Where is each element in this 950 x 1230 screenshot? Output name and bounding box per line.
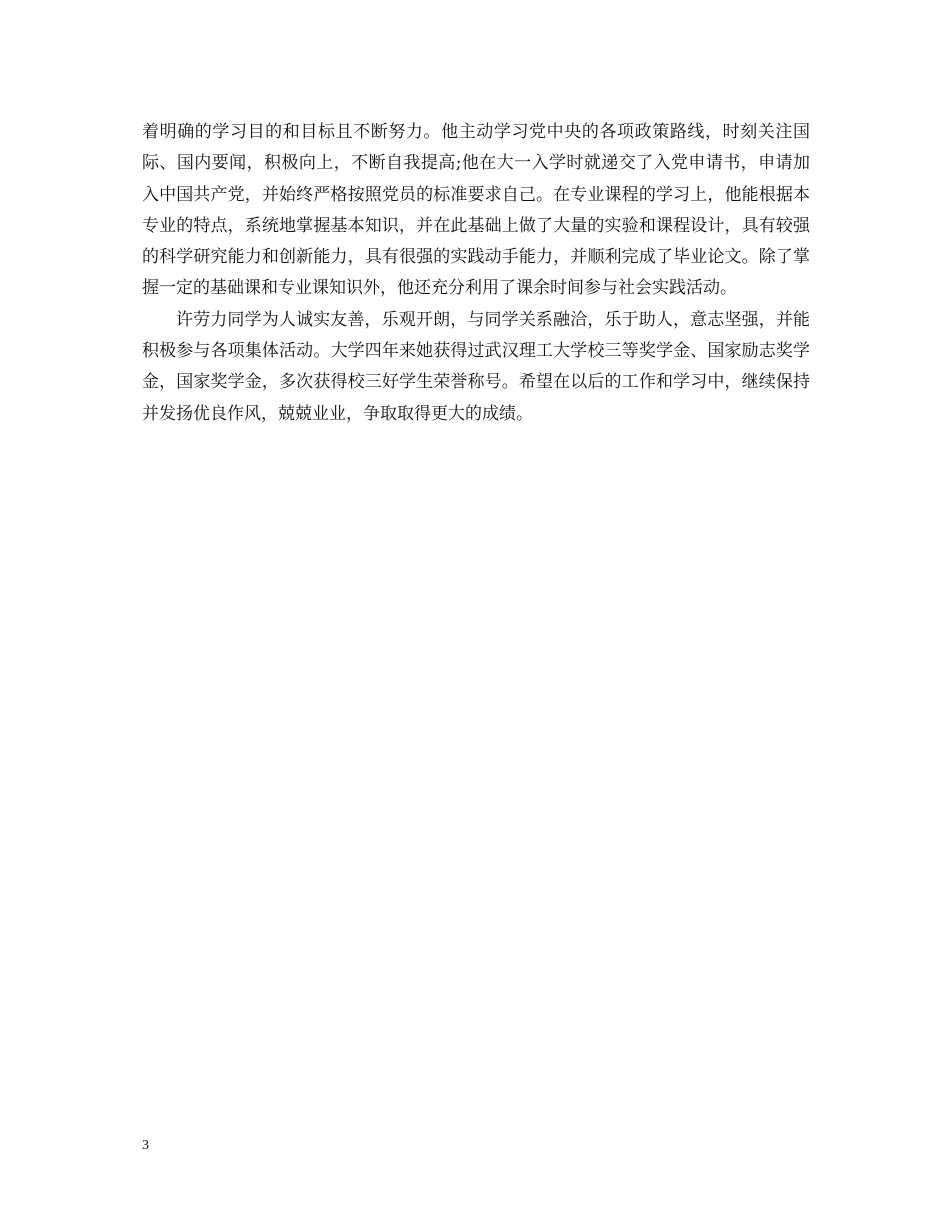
document-body [142, 117, 810, 430]
page-number: 3 [142, 1138, 149, 1153]
paragraph-evaluation: 许劳力同学为人诚实友善，乐观开朗，与同学关系融洽，乐于助人，意志坚强，并能积极参与各项集体活动。大学四年来她获得过武汉理工大学校三等奖学金、国家励志奖学金，国家奖学金，多次获得校三好学生荣誉称号。希望在以后的工作和学习中，继续保持并发扬优良作风，兢兢业业，争取取得更大的成绩。 [142, 309, 810, 424]
paragraph-continuation: 着明确的学习目的和目标且不断努力。他主动学习党中央的各项政策路线，时刻关注国际、国内要闻，积极向上，不断自我提高;他在大一入学时就递交了入党申请书，申请加入中国共产党，并始终严格按照党员的标准要求自己。在专业课程的学习上，他能根据本专业的特点，系统地掌握基本知识，并在此基础上做了大量的实验和课程设计，具有较强的科学研究能力和创新能力，具有很强的实践动手能力，并顺利完成了毕业论文。除了掌握一定的基础课和专业课知识外，他还充分利用了课余时间参与社会实践活动。 [142, 122, 810, 299]
